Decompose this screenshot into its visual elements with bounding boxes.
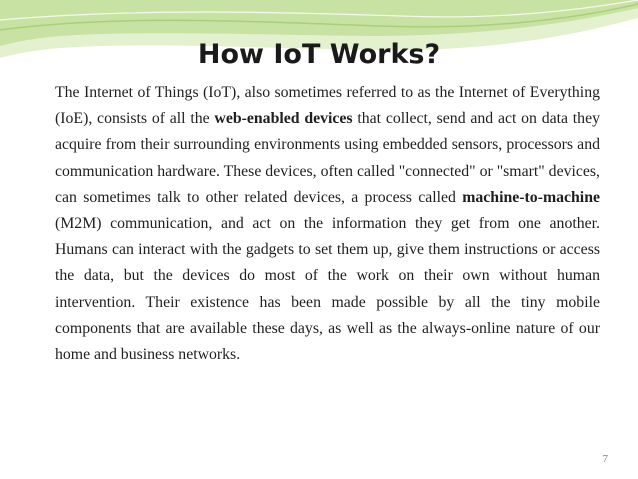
bold-term-machine-to-machine: machine-to-machine — [462, 188, 600, 206]
text-segment: that collect, send and act on data they acquire from their surrounding environments using embedded sensors, processors and communication hardware. These devices, often called "connected" or "smart" devices, can sometimes talk to other related devices, a process called — [55, 110, 600, 206]
slide-title: How IoT Works? — [197, 39, 441, 70]
body-paragraph — [55, 80, 600, 368]
text-segment: (M2M) communication, and act on the information they get from one another. Humans can interact with the gadgets to set them up, give them instructions or access the data, but the devices do most of the work on their own without human intervention. Their existence has been made possible by all the tiny mobile components that are available these days, as well as the always-online nature of our home and business networks. — [55, 215, 600, 364]
page-number: 7 — [602, 453, 608, 465]
text-segment: The Internet of Things (IoT), also sometimes referred to as the Internet of Everything (IoE), consists of all the — [55, 84, 600, 128]
bold-term-web-enabled-devices: web-enabled devices — [214, 110, 353, 128]
